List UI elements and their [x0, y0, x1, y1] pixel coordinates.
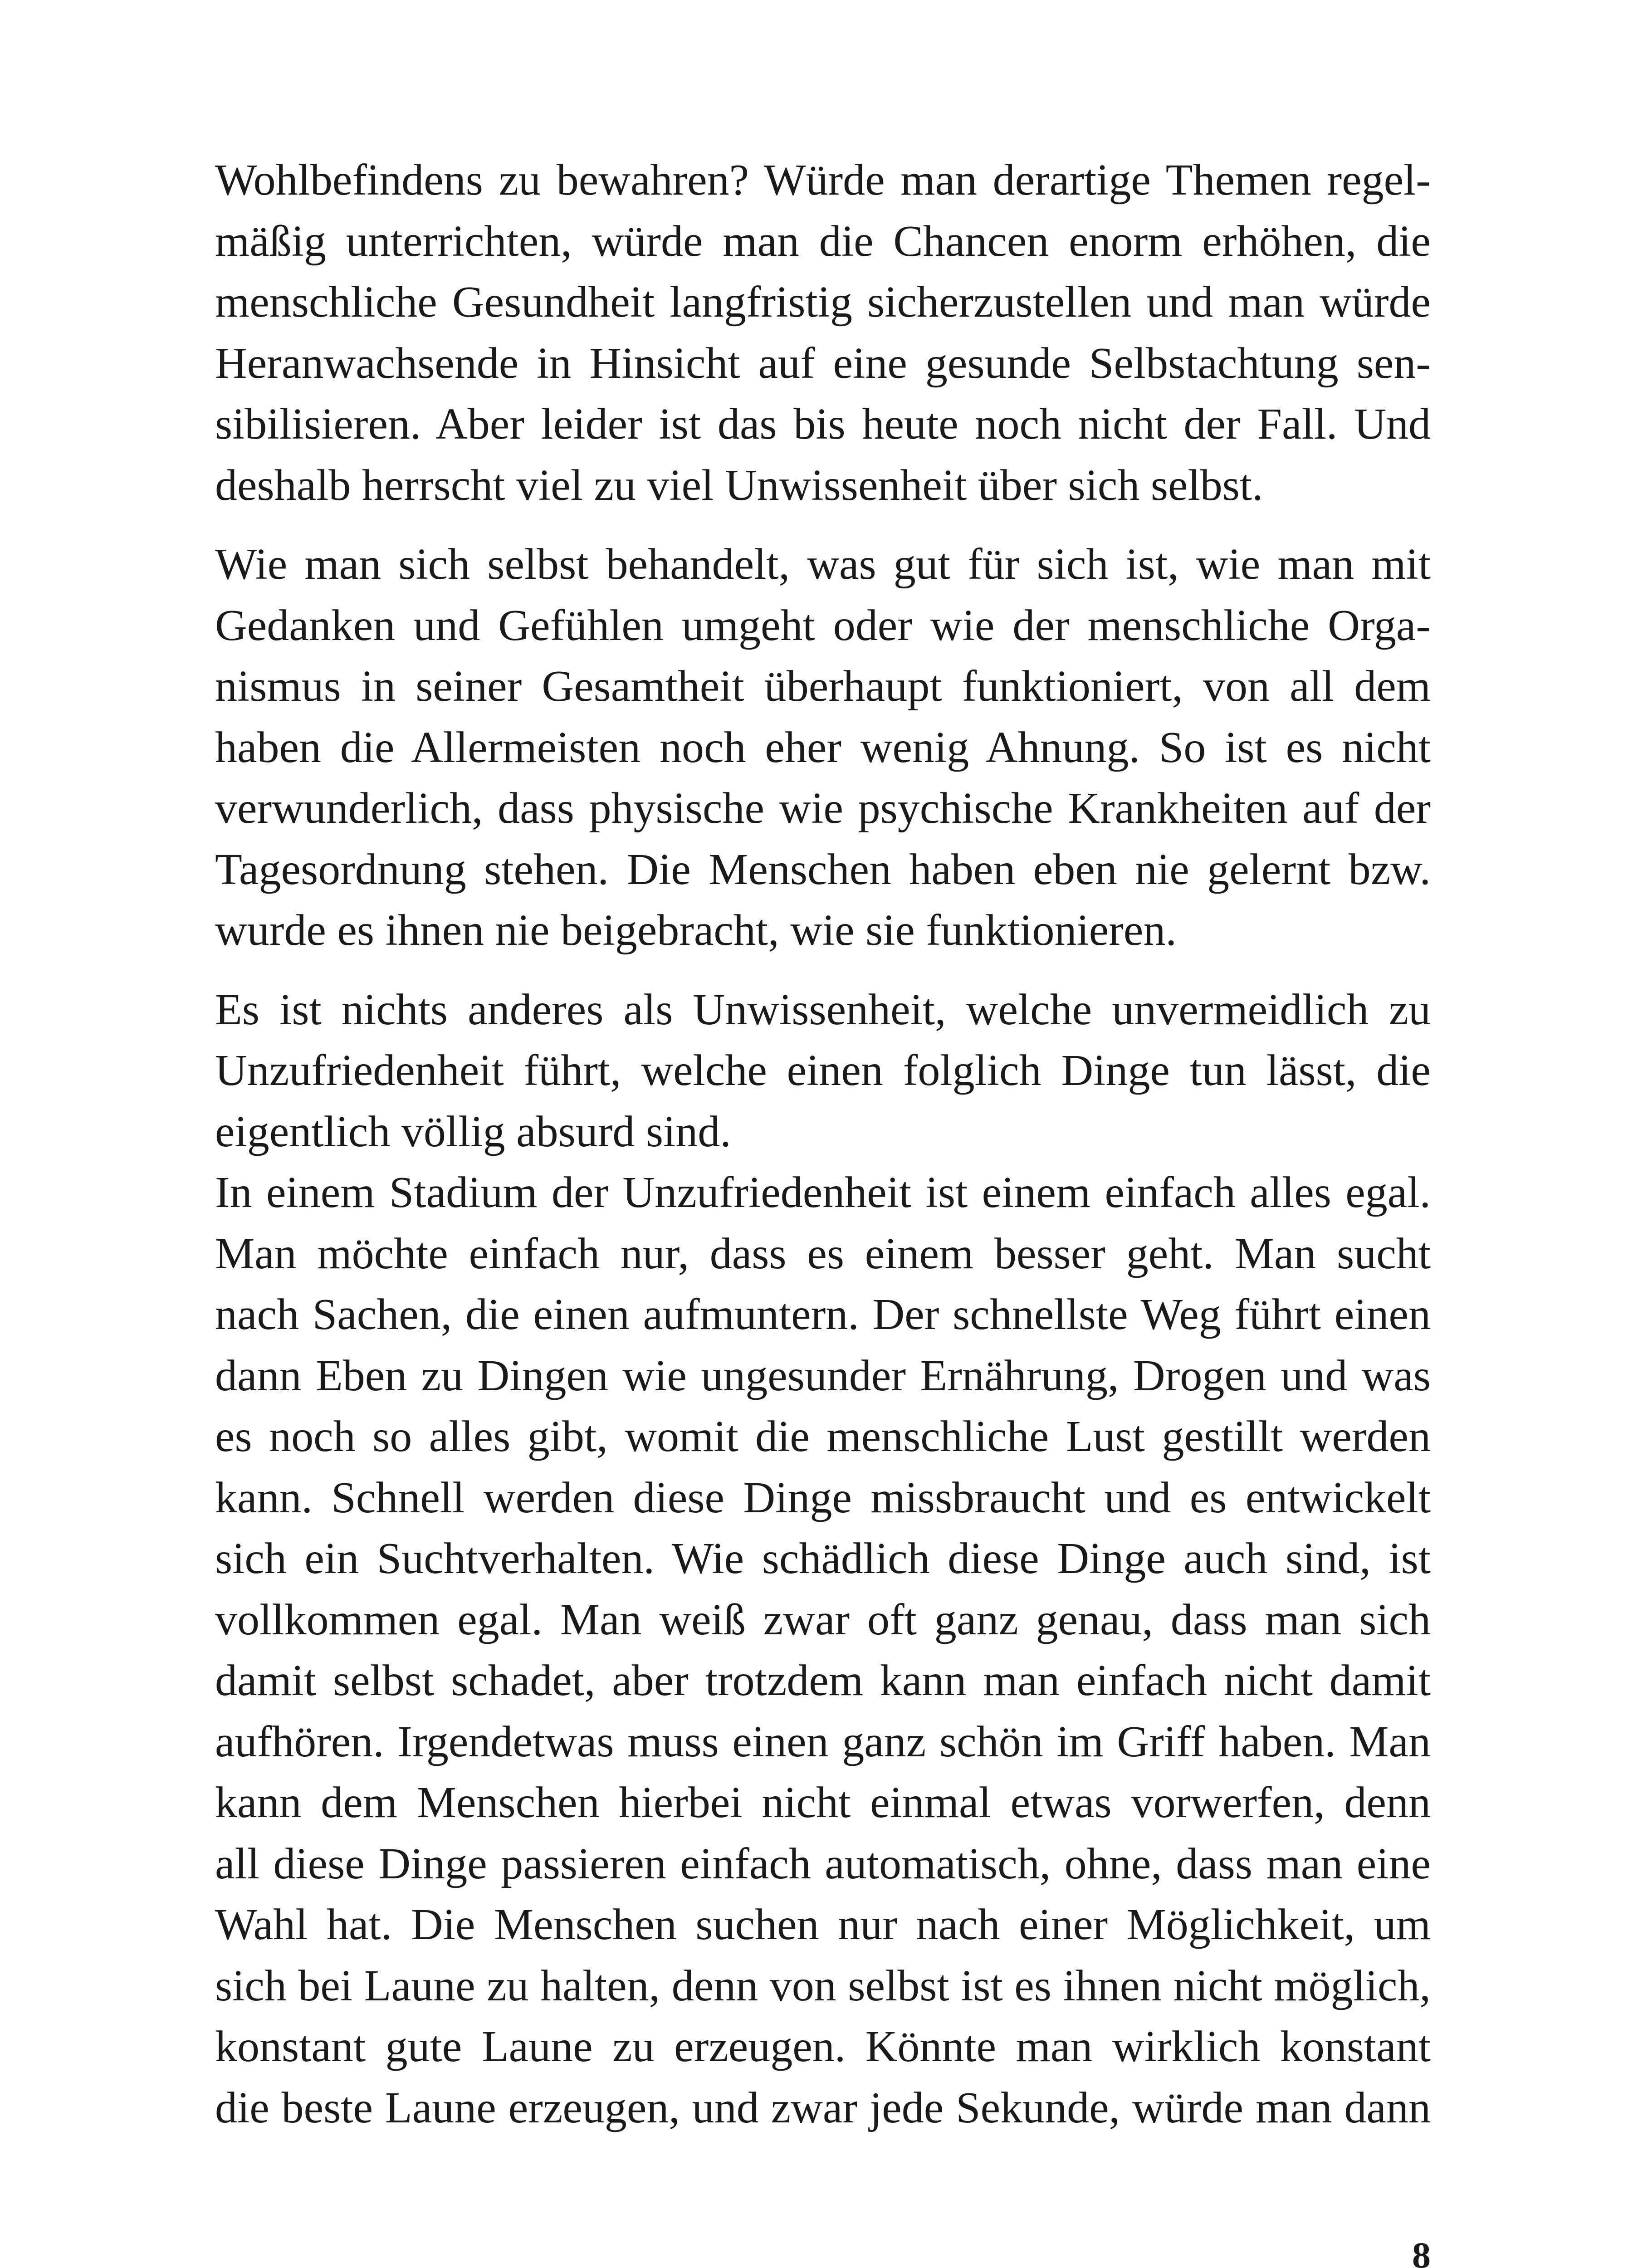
text-line: dann Eben zu Dingen wie ungesunder Ernährung, Drogen und was [215, 1351, 1431, 1400]
text-line: haben die Allermeisten noch eher wenig Ahnung. So ist es nicht [215, 723, 1431, 772]
text-line: Wohlbefindens zu bewahren? Würde man derartige Themen regel- [215, 156, 1431, 205]
text-line: all diese Dinge passieren einfach automatisch, ohne, dass man eine [215, 1839, 1431, 1888]
text-line: kann. Schnell werden diese Dinge missbraucht und es entwickelt [215, 1473, 1431, 1522]
paragraph-3 [215, 979, 1431, 1163]
text-line: nach Sachen, die einen aufmuntern. Der schnellste Weg führt einen [215, 1290, 1431, 1339]
text-line: sich ein Suchtverhalten. Wie schädlich diese Dinge auch sind, ist [215, 1534, 1431, 1583]
paragraph-1 [215, 150, 1431, 516]
text-line: menschliche Gesundheit langfristig sicherzustellen und man würde [215, 278, 1431, 327]
text-line: aufhören. Irgendetwas muss einen ganz schön im Griff haben. Man [215, 1717, 1431, 1766]
text-line: es noch so alles gibt, womit die menschliche Lust gestillt werden [215, 1412, 1431, 1461]
page-number: 8 [1412, 2234, 1431, 2268]
text-line: wurde es ihnen nie beigebracht, wie sie funktionieren. [215, 906, 1177, 955]
body-text [215, 150, 1431, 2138]
paragraph-4 [215, 1162, 1431, 2138]
text-line: In einem Stadium der Unzufriedenheit ist einem einfach alles egal. [215, 1168, 1431, 1217]
text-line: sich bei Laune zu halten, denn von selbst ist es ihnen nicht möglich, [215, 1961, 1431, 2010]
text-line: eigentlich völlig absurd sind. [215, 1107, 731, 1156]
text-line: nismus in seiner Gesamtheit überhaupt funktioniert, von all dem [215, 662, 1431, 711]
text-line: Wahl hat. Die Menschen suchen nur nach einer Möglichkeit, um [215, 1900, 1431, 1949]
text-line: mäßig unterrichten, würde man die Chancen enorm erhöhen, die [215, 216, 1431, 266]
text-line: konstant gute Laune zu erzeugen. Könnte man wirklich konstant [215, 2022, 1431, 2071]
text-line: Wie man sich selbst behandelt, was gut für sich ist, wie man mit [215, 540, 1431, 589]
text-line: vollkommen egal. Man weiß zwar oft ganz genau, dass man sich [215, 1595, 1431, 1644]
text-line: Gedanken und Gefühlen umgeht oder wie der menschliche Orga- [215, 601, 1431, 650]
paragraph-2 [215, 534, 1431, 961]
text-line: Es ist nichts anderes als Unwissenheit, welche unvermeidlich zu [215, 985, 1431, 1034]
text-line: Tagesordnung stehen. Die Menschen haben eben nie gelernt bzw. [215, 845, 1431, 894]
text-line: kann dem Menschen hierbei nicht einmal etwas vorwerfen, denn [215, 1778, 1431, 1827]
text-line: die beste Laune erzeugen, und zwar jede Sekunde, würde man dann [215, 2083, 1431, 2132]
text-line: deshalb herrscht viel zu viel Unwissenheit über sich selbst. [215, 460, 1263, 510]
text-line: Heranwachsende in Hinsicht auf eine gesunde Selbstachtung sen- [215, 338, 1431, 388]
text-line: sibilisieren. Aber leider ist das bis heute noch nicht der Fall. Und [215, 400, 1431, 449]
text-line: Unzufriedenheit führt, welche einen folglich Dinge tun lässt, die [215, 1046, 1431, 1095]
text-line: damit selbst schadet, aber trotzdem kann man einfach nicht damit [215, 1656, 1431, 1705]
text-line: verwunderlich, dass physische wie psychische Krankheiten auf der [215, 784, 1431, 833]
text-line: Man möchte einfach nur, dass es einem besser geht. Man sucht [215, 1229, 1431, 1278]
